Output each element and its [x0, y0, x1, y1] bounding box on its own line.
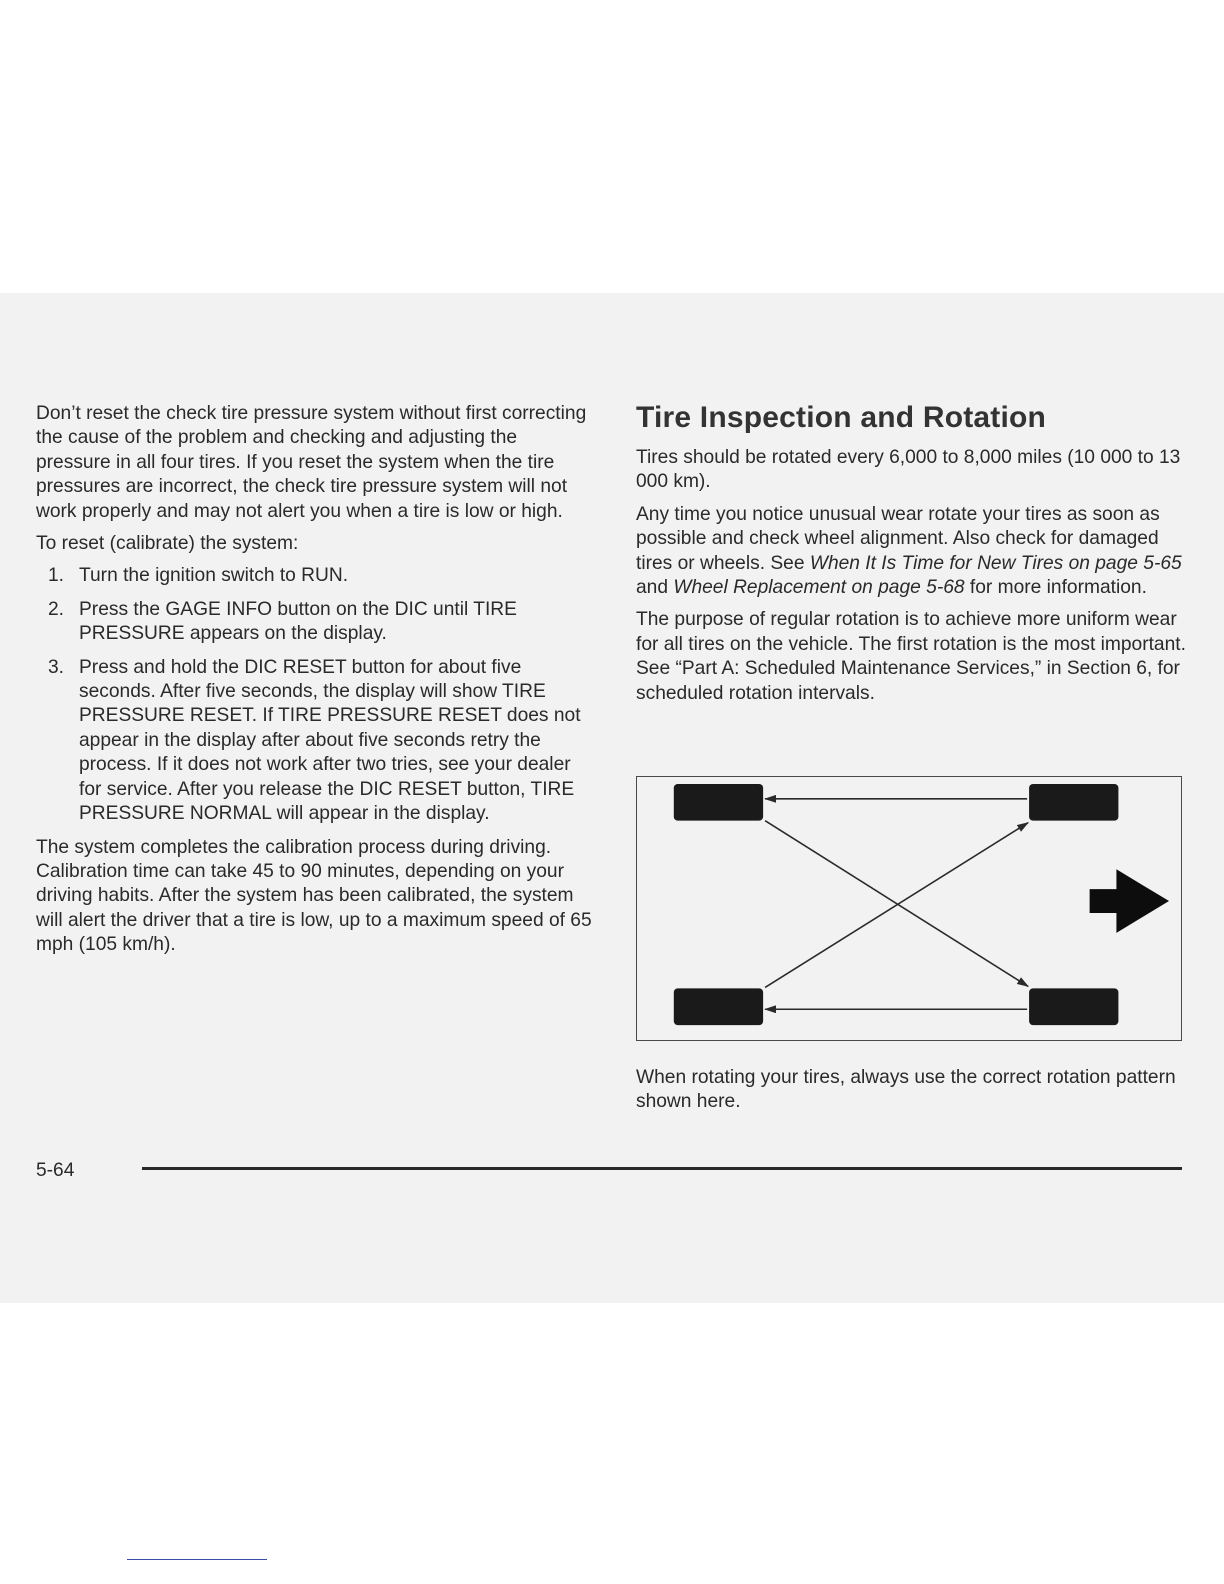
reset-steps-list — [36, 564, 592, 826]
diagonal-arrow-to-rear-right — [765, 821, 1028, 987]
front-right-tire — [1029, 784, 1118, 821]
tire-rotation-diagram — [636, 776, 1182, 1041]
step-item — [36, 656, 592, 827]
unusual-wear-paragraph — [636, 503, 1192, 601]
left-column — [36, 402, 592, 966]
step-item — [36, 598, 592, 647]
rotation-pattern-svg — [637, 777, 1181, 1040]
step-item — [36, 564, 592, 588]
footer-rule — [142, 1167, 1182, 1170]
section-heading: Tire Inspection and Rotation — [636, 401, 1047, 434]
forward-direction-arrow-icon — [1090, 869, 1169, 933]
wear-text-end: for more information. — [964, 577, 1147, 599]
front-left-tire — [674, 784, 763, 821]
wheel-replacement-reference-link[interactable]: Wheel Replacement on page 5-68 — [673, 577, 965, 599]
bottom-link-underline — [127, 1559, 267, 1560]
rotation-interval-paragraph: Tires should be rotated every 6,000 to 8,000 miles (10 000 to 13 000 km). — [636, 447, 1181, 493]
diagram-caption: When rotating your tires, always use the correct rotation pattern shown here. — [636, 1067, 1176, 1113]
diagonal-arrow-to-front-right — [765, 823, 1028, 988]
rotation-purpose-paragraph: The purpose of regular rotation is to achieve more uniform wear for all tires on the vehicle. The first rotation is the most important. See “Part A: Scheduled Maintenance Services,” in Section 6, for scheduled rotation intervals. — [636, 609, 1186, 704]
step-text: Turn the ignition switch to RUN. — [79, 565, 349, 587]
reset-intro: To reset (calibrate) the system: — [36, 533, 299, 555]
wear-text-start: Any time you notice unusual wear rotate your tires as soon as possible and check wheel alignment. Also check for damaged tires or wheels. See — [636, 503, 1160, 574]
step-number: 2. — [48, 598, 65, 620]
step-number: 3. — [48, 656, 65, 678]
intro-paragraph: Don’t reset the check tire pressure system without first correcting the cause of the problem and checking and adjusting the pressure in all four tires. If you reset the system when the tire pressures are incorrect, the check tire pressure system will not work properly and may not alert you when a tire is low or high. — [36, 403, 587, 522]
calibration-paragraph: The system completes the calibration process during driving. Calibration time can take 45 to 90 minutes, depending on your driving habits. After the system has been calibrated, the system will alert the driver that a tire is low, up to a maximum speed of 65 mph (105 km/h). — [36, 836, 592, 956]
rear-left-tire — [674, 988, 763, 1025]
step-number: 1. — [48, 565, 65, 587]
step-text: Press the GAGE INFO button on the DIC until TIRE PRESSURE appears on the display. — [79, 598, 517, 645]
right-column — [636, 398, 1192, 714]
page-number: 5-64 — [36, 1160, 75, 1181]
rear-right-tire — [1029, 988, 1118, 1025]
step-text: Press and hold the DIC RESET button for about five seconds. After five seconds, the display will show TIRE PRESSURE RESET. If TIRE PRESSURE RESET does not appear in the display after about five seconds retry the process. If it does not work after two tries, see your dealer for service. After you release the DIC RESET button, TIRE PRESSURE NORMAL will appear in the display. — [79, 656, 581, 825]
new-tires-reference-link[interactable]: When It Is Time for New Tires on page 5-65 — [809, 552, 1182, 574]
wear-text-and: and — [636, 577, 674, 599]
